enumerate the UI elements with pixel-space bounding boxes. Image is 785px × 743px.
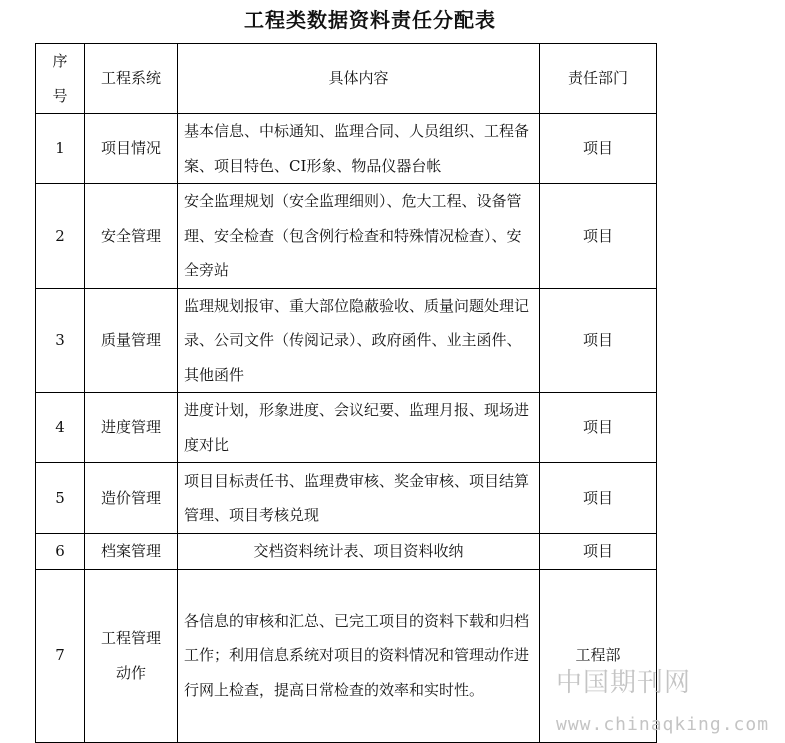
page-title: 工程类数据资料责任分配表 <box>244 8 496 32</box>
header-dept: 责任部门 <box>540 44 657 114</box>
row-seq: 4 <box>36 393 85 463</box>
row-content: 进度计划，形象进度、会议纪要、监理月报、现场进度对比 <box>178 393 540 463</box>
row-dept: 项目 <box>540 534 657 570</box>
table-row <box>36 114 657 184</box>
row-seq: 7 <box>36 569 85 742</box>
row-dept: 项目 <box>540 288 657 393</box>
row-content: 项目目标责任书、监理费审核、奖金审核、项目结算管理、项目考核兑现 <box>178 463 540 534</box>
header-seq: 序号 <box>36 44 85 114</box>
row-system: 安全管理 <box>85 184 178 289</box>
row-content: 基本信息、中标通知、监理合同、人员组织、工程备案、项目特色、CI形象、物品仪器台帐 <box>178 114 540 184</box>
row-content: 监理规划报审、重大部位隐蔽验收、质量问题处理记录、公司文件（传阅记录）、政府函件、业主函件、其他函件 <box>178 288 540 393</box>
row-dept: 项目 <box>540 393 657 463</box>
row-system: 工程管理动作 <box>85 569 178 742</box>
row-system: 进度管理 <box>85 393 178 463</box>
header-content: 具体内容 <box>178 44 540 114</box>
table-header-row <box>36 44 657 114</box>
row-seq: 2 <box>36 184 85 289</box>
row-content: 交档资料统计表、项目资料收纳 <box>178 534 540 570</box>
watermark-name: 中国期刊网 <box>556 668 692 698</box>
row-dept: 项目 <box>540 114 657 184</box>
row-seq: 5 <box>36 463 85 534</box>
row-seq: 6 <box>36 534 85 570</box>
row-system: 项目情况 <box>85 114 178 184</box>
row-dept: 项目 <box>540 184 657 289</box>
row-dept: 工程部 <box>540 569 657 742</box>
row-system: 造价管理 <box>85 463 178 534</box>
row-system: 质量管理 <box>85 288 178 393</box>
responsibility-table <box>35 43 657 743</box>
table-row <box>36 393 657 463</box>
row-system: 档案管理 <box>85 534 178 570</box>
table-row <box>36 463 657 534</box>
table-row <box>36 184 657 289</box>
watermark-url: www.chinaqking.com <box>556 714 770 735</box>
table-row <box>36 288 657 393</box>
row-dept: 项目 <box>540 463 657 534</box>
row-seq: 1 <box>36 114 85 184</box>
row-content: 各信息的审核和汇总、已完工项目的资料下载和归档工作；利用信息系统对项目的资料情况和管理动作进行网上检查，提高日常检查的效率和实时性。 <box>178 569 540 742</box>
table-row <box>36 534 657 570</box>
header-system: 工程系统 <box>85 44 178 114</box>
row-content: 安全监理规划（安全监理细则）、危大工程、设备管理、安全检查（包含例行检查和特殊情况检查）、安全旁站 <box>178 184 540 289</box>
row-seq: 3 <box>36 288 85 393</box>
